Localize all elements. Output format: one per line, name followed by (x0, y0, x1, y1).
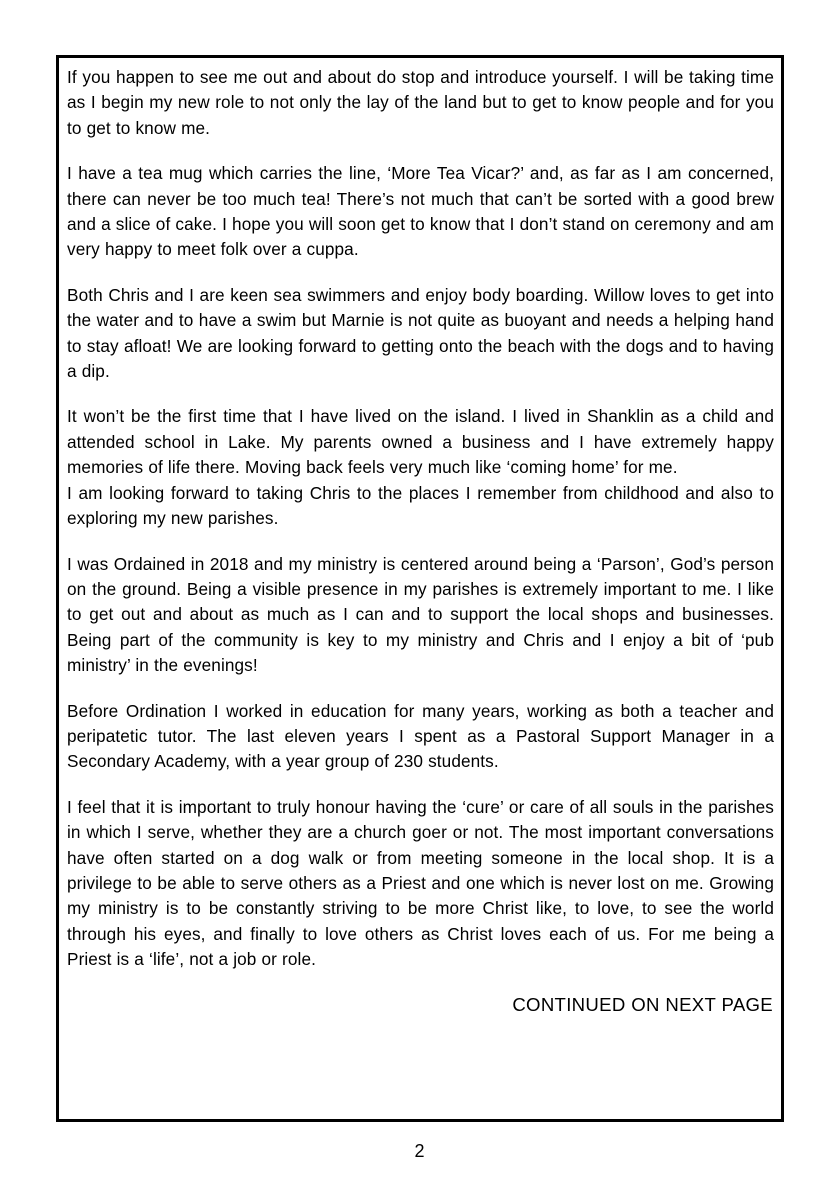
paragraph-6 (67, 552, 774, 679)
paragraph-7-text: Before Ordination I worked in education for many years, working as both a teacher and peripatetic tutor. The last eleven years I spent as a Pastoral Support Manager in a Secondary Academy, with a year group of 230 students. (67, 700, 774, 772)
paragraph-2-text: I have a tea mug which carries the line, ‘More Tea Vicar?’ and, as far as I am concerned, there can never be too much tea! There’s not much that can’t be sorted with a good brew and a slice of cake. I hope you will soon get to know that I don’t stand on ceremony and am very happy to meet folk over a cuppa. (67, 163, 774, 260)
paragraph-6-text: I was Ordained in 2018 and my ministry is centered around being a ‘Parson’, God’s person on the ground. Being a visible presence in my parishes is extremely important to me. I like to get out and about as much as I can and to support the local shops and businesses. Being part of the community is key to my ministry and Chris and I enjoy a bit of ‘pub ministry’ in the evenings! (67, 553, 774, 676)
paragraph-8 (67, 795, 774, 973)
paragraph-4-text: It won’t be the first time that I have lived on the island. I lived in Shanklin as a child and attended school in Lake. My parents owned a business and I have extremely happy memories of life there. Moving back feels very much like ‘coming home’ for me. (67, 406, 774, 478)
paragraph-3-text: Both Chris and I are keen sea swimmers and enjoy body boarding. Willow loves to get into the water and to have a swim but Marnie is not quite as buoyant and needs a helping hand to stay afloat! We are looking forward to getting onto the beach with the dogs and to having a dip. (67, 284, 774, 382)
paragraph-8-text: I feel that it is important to truly honour having the ‘cure’ or care of all souls in the parishes in which I serve, whether they are a church goer or not. The most important conversations have often started on a dog walk or from meeting someone in the local shop. It is a privilege to be able to serve others as a Priest and one which is never lost on me. Growing my ministry is to be constantly striving to be more Christ like, to love, to see the world through his eyes, and finally to love others as Christ loves each of us. For me being a Priest is a ‘life’, not a job or role. (67, 796, 774, 970)
paragraph-4 (67, 404, 774, 480)
paragraph-1 (67, 65, 774, 141)
page-number: 2 (414, 1141, 425, 1161)
continued-on-next-page-note: CONTINUED ON NEXT PAGE (512, 993, 773, 1015)
paragraph-3 (67, 283, 774, 385)
content-frame-border (56, 55, 784, 1122)
paragraph-1-text: If you happen to see me out and about do stop and introduce yourself. I will be taking time as I begin my new role to not only the lay of the land but to get to know people and for you to get to know me. (67, 67, 774, 138)
paragraph-5-text: I am looking forward to taking Chris to the places I remember from childhood and also to exploring my new parishes. (67, 482, 774, 529)
article-body (67, 65, 774, 1017)
paragraph-7 (67, 699, 774, 775)
content-frame-inner (59, 58, 781, 1119)
paragraph-5 (67, 481, 774, 532)
paragraph-2 (67, 161, 774, 263)
